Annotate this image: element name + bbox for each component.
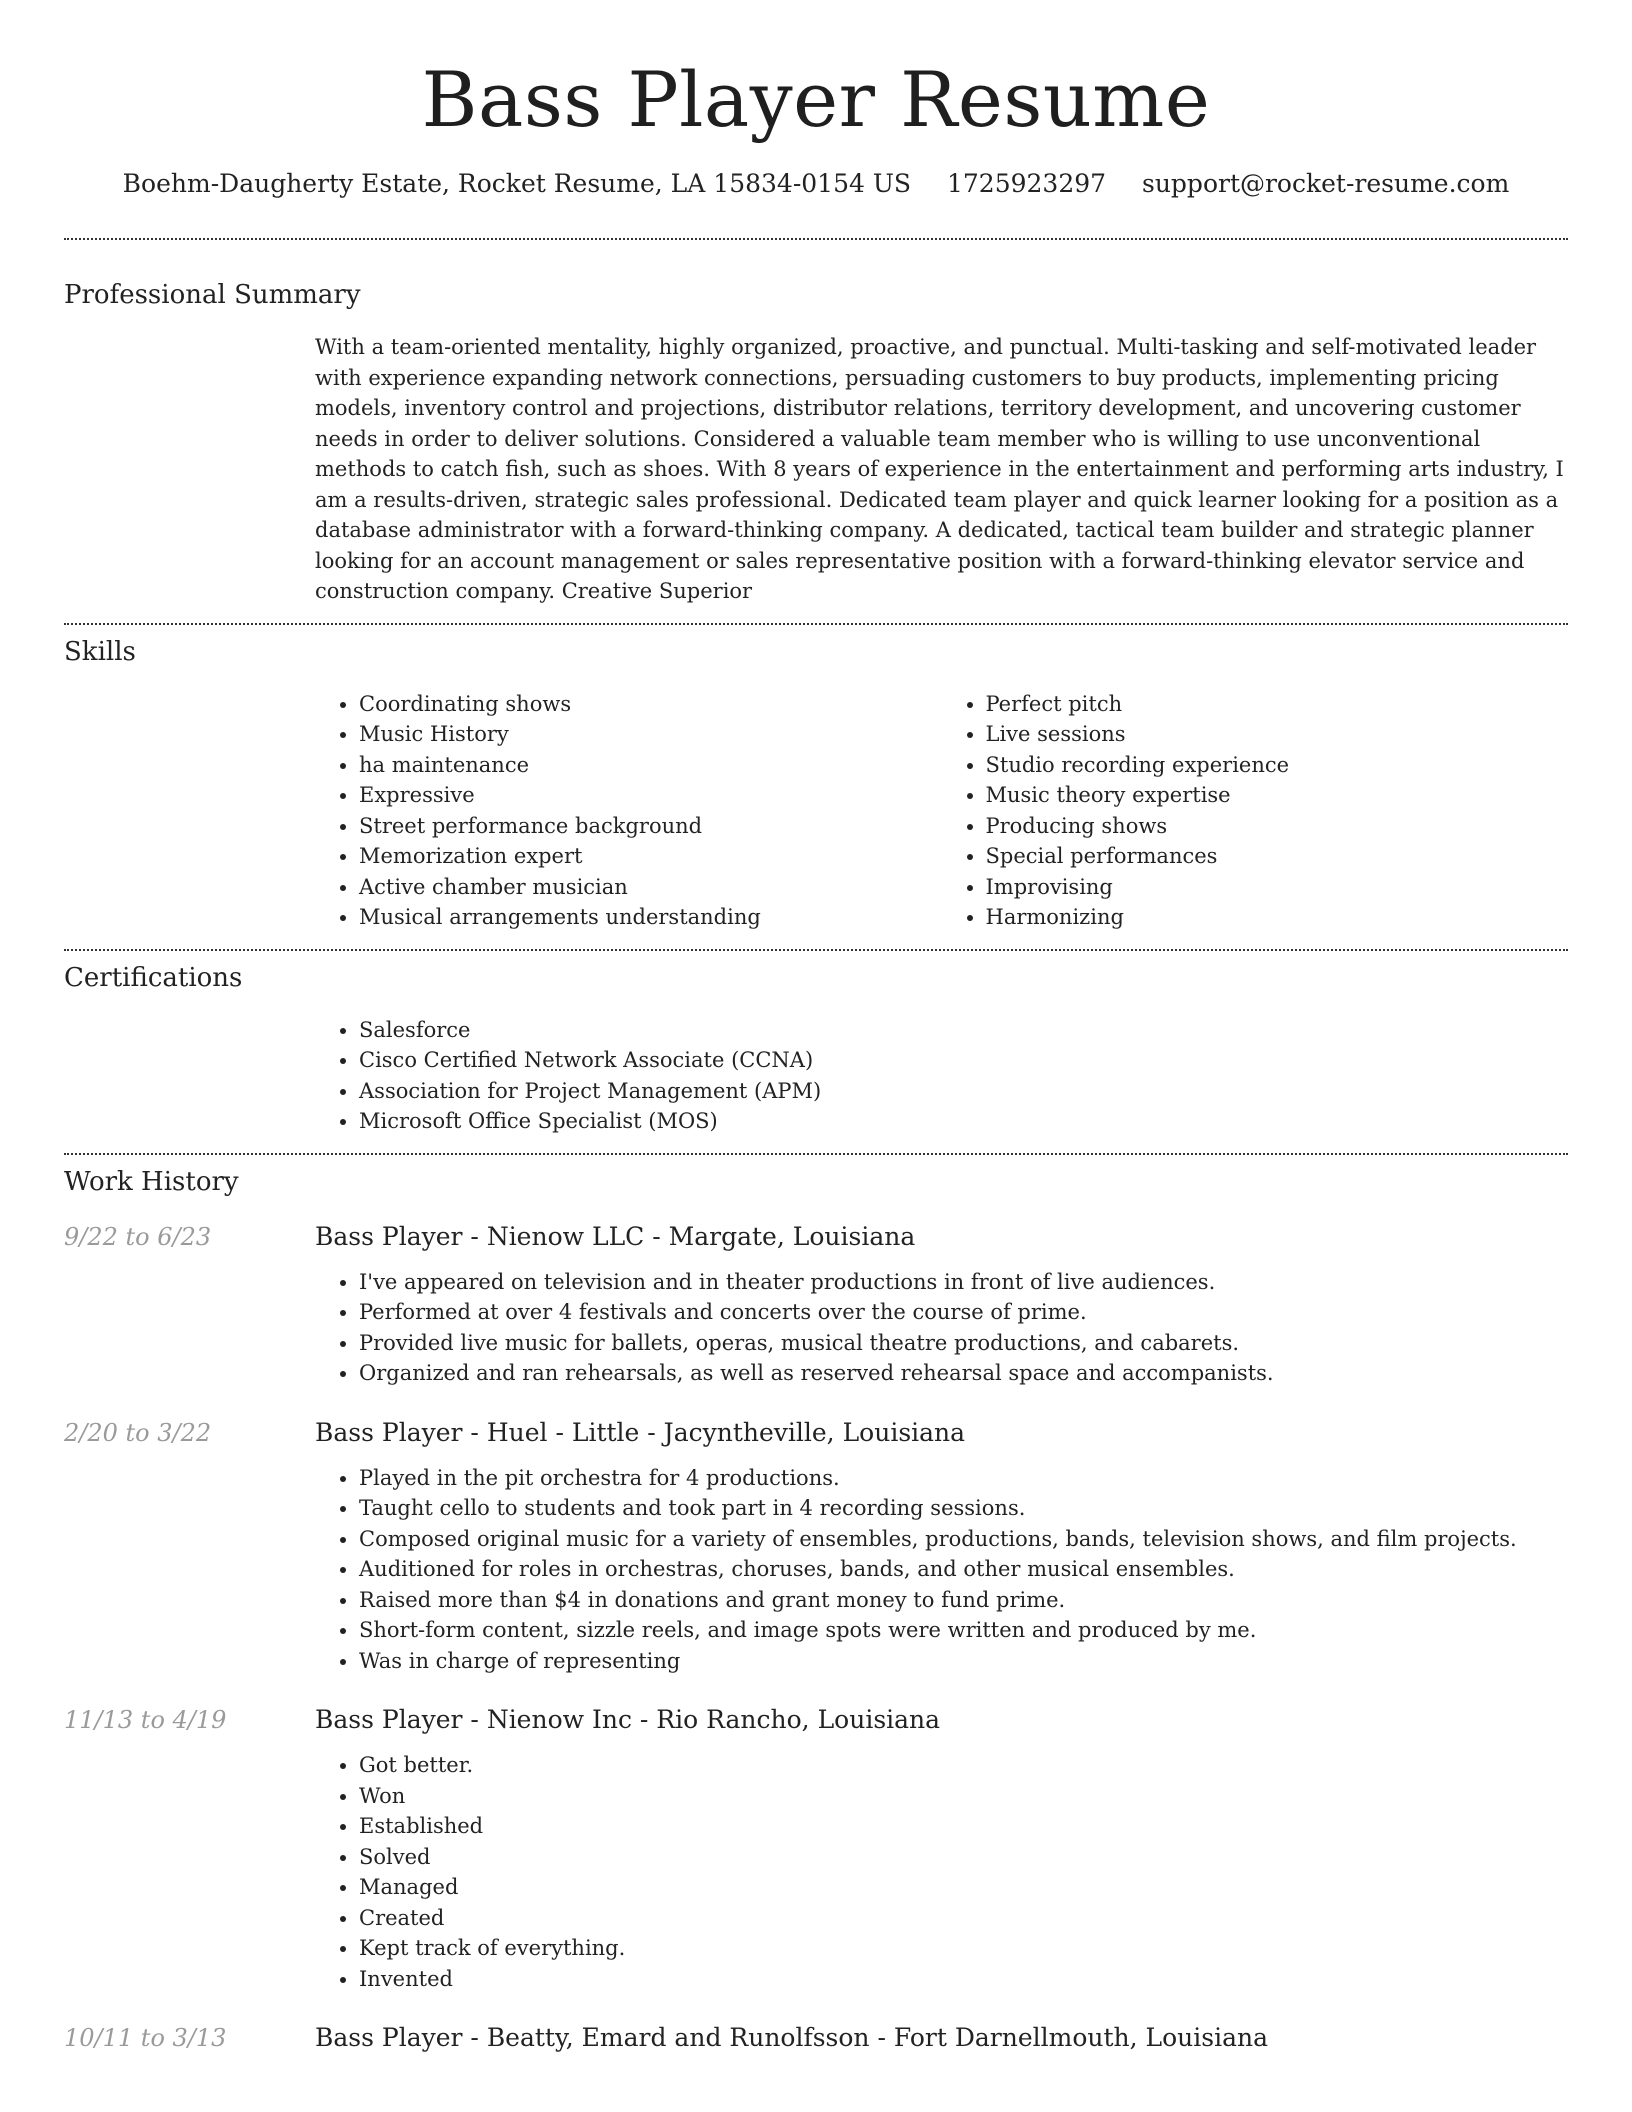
summary-heading: Professional Summary [64,280,361,310]
job-duties [315,1463,1568,1677]
contact-line [64,168,1568,200]
skills-list-left [315,689,942,933]
duty-item: • Played in the pit orchestra for 4 productions. [359,1463,1568,1494]
duty-item: • Auditioned for roles in orchestras, choruses, bands, and other musical ensembles. [359,1554,1568,1585]
duty-item: • I've appeared on television and in theater productions in front of live audiences. [359,1267,1568,1298]
skills-heading: Skills [64,636,136,667]
skill-item: • Music theory expertise [986,780,1569,811]
contact-email: support@rocket-resume.com [1142,169,1510,198]
job-duties [315,1267,1568,1389]
job-entry [64,1704,1568,1994]
certification-item: • Microsoft Office Specialist (MOS) [359,1106,1568,1137]
job-header [64,2022,1568,2054]
job-duties-wrap [315,1463,1568,1677]
contact-phone: 1725923297 [946,169,1107,198]
duty-item: • Was in charge of representing [359,1646,1568,1677]
certifications-heading: Certifications [64,962,243,993]
certification-item: • Cisco Certified Network Associate (CCNA) [359,1045,1568,1076]
skill-item: • Street performance background [359,811,942,842]
job-title: Bass Player - Nienow Inc - Rio Rancho, Louisiana [315,1705,941,1734]
skill-item: • Producing shows [986,811,1569,842]
duty-item: • Short-form content, sizzle reels, and image spots were written and produced by me. [359,1615,1568,1646]
duty-item: • Got better. [359,1750,1568,1781]
skill-item: • Coordinating shows [359,689,942,720]
job-dates: 10/11 to 3/13 [64,2024,227,2052]
job-header [64,1417,1568,1449]
duty-item: • Won [359,1781,1568,1812]
job-dates: 2/20 to 3/22 [64,1418,212,1447]
skill-item: • Studio recording experience [986,750,1569,781]
certifications-list-wrap [315,1015,1568,1137]
skill-item: • Special performances [986,841,1569,872]
duty-item: • Kept track of everything. [359,1933,1568,1964]
certification-item: • Association for Project Management (APM) [359,1076,1568,1107]
skill-item: • Active chamber musician [359,872,942,903]
duty-item: • Performed at over 4 festivals and concerts over the course of prime. [359,1297,1568,1328]
skill-item: • Live sessions [986,719,1569,750]
work-history-section [64,1155,1568,2055]
duty-item: • Invented [359,1964,1568,1995]
job-title: Bass Player - Huel - Little - Jacyntheville, Louisiana [315,1417,966,1447]
duty-item: • Taught cello to students and took part in 4 recording sessions. [359,1493,1568,1524]
duty-item: • Provided live music for ballets, operas, musical theatre productions, and cabarets. [359,1328,1568,1359]
duty-item: • Created [359,1903,1568,1934]
job-header [64,1221,1568,1253]
job-duties-wrap [315,1267,1568,1389]
resume-header [64,0,1568,200]
duty-item: • Established [359,1811,1568,1842]
skill-item: • Memorization expert [359,841,942,872]
duty-item: • Organized and ran rehearsals, as well as reserved rehearsal space and accompanists. [359,1358,1568,1389]
job-title: Bass Player - Nienow LLC - Margate, Louisiana [315,1221,916,1251]
certifications-list [315,1015,1568,1137]
skill-item: • Expressive [359,780,942,811]
job-dates: 9/22 to 6/23 [64,1222,212,1251]
skill-item: • Perfect pitch [986,689,1569,720]
work-history-heading: Work History [64,1166,239,1197]
duty-item: • Composed original music for a variety of ensembles, productions, bands, television shows, and film projects. [359,1524,1568,1555]
skill-item: • Improvising [986,872,1569,903]
skills-columns [315,689,1568,933]
summary-text: With a team-oriented mentality, highly organized, proactive, and punctual. Multi-tasking and self-motivated leader with experience expanding network connections, persuading customers to buy products, implementing pricing models, inventory control and projections, distributor relations, territory development, and uncovering customer needs in order to deliver solutions. Considered a valuable team member who is willing to use unconventional methods to catch fish, such as shoes. With 8 years of experience in the entertainment and performing arts industry, I am a results-driven, strategic sales professional. Dedicated team player and quick learner looking for a position as a database administrator with a forward-thinking company. A dedicated, tactical team builder and strategic planner looking for an account management or sales representative position with a forward-thinking elevator service and construction company. Creative Superior [315,335,1564,603]
skill-item: • Music History [359,719,942,750]
skills-section [64,625,1568,949]
job-duties-wrap [315,1750,1568,1994]
certifications-section [64,951,1568,1153]
job-header [64,1704,1568,1736]
job-entry [64,1221,1568,1389]
job-entry [64,1417,1568,1677]
contact-address: Boehm-Daugherty Estate, Rocket Resume, LA 15834-0154 US [122,169,912,198]
job-title: Bass Player - Beatty, Emard and Runolfsson - Fort Darnellmouth, Louisiana [315,2023,1269,2052]
job-dates: 11/13 to 4/19 [64,1706,227,1734]
duty-item: • Managed [359,1872,1568,1903]
duty-item: • Solved [359,1842,1568,1873]
job-duties [315,1750,1568,1994]
summary-section [64,240,1568,623]
skills-list-right [942,689,1569,933]
duty-item: • Raised more than $4 in donations and grant money to fund prime. [359,1585,1568,1616]
resume-title: Bass Player Resume [421,55,1211,144]
skill-item: • ha maintenance [359,750,942,781]
skill-item: • Harmonizing [986,902,1569,933]
job-entry [64,2022,1568,2054]
certification-item: • Salesforce [359,1015,1568,1046]
skill-item: • Musical arrangements understanding [359,902,942,933]
